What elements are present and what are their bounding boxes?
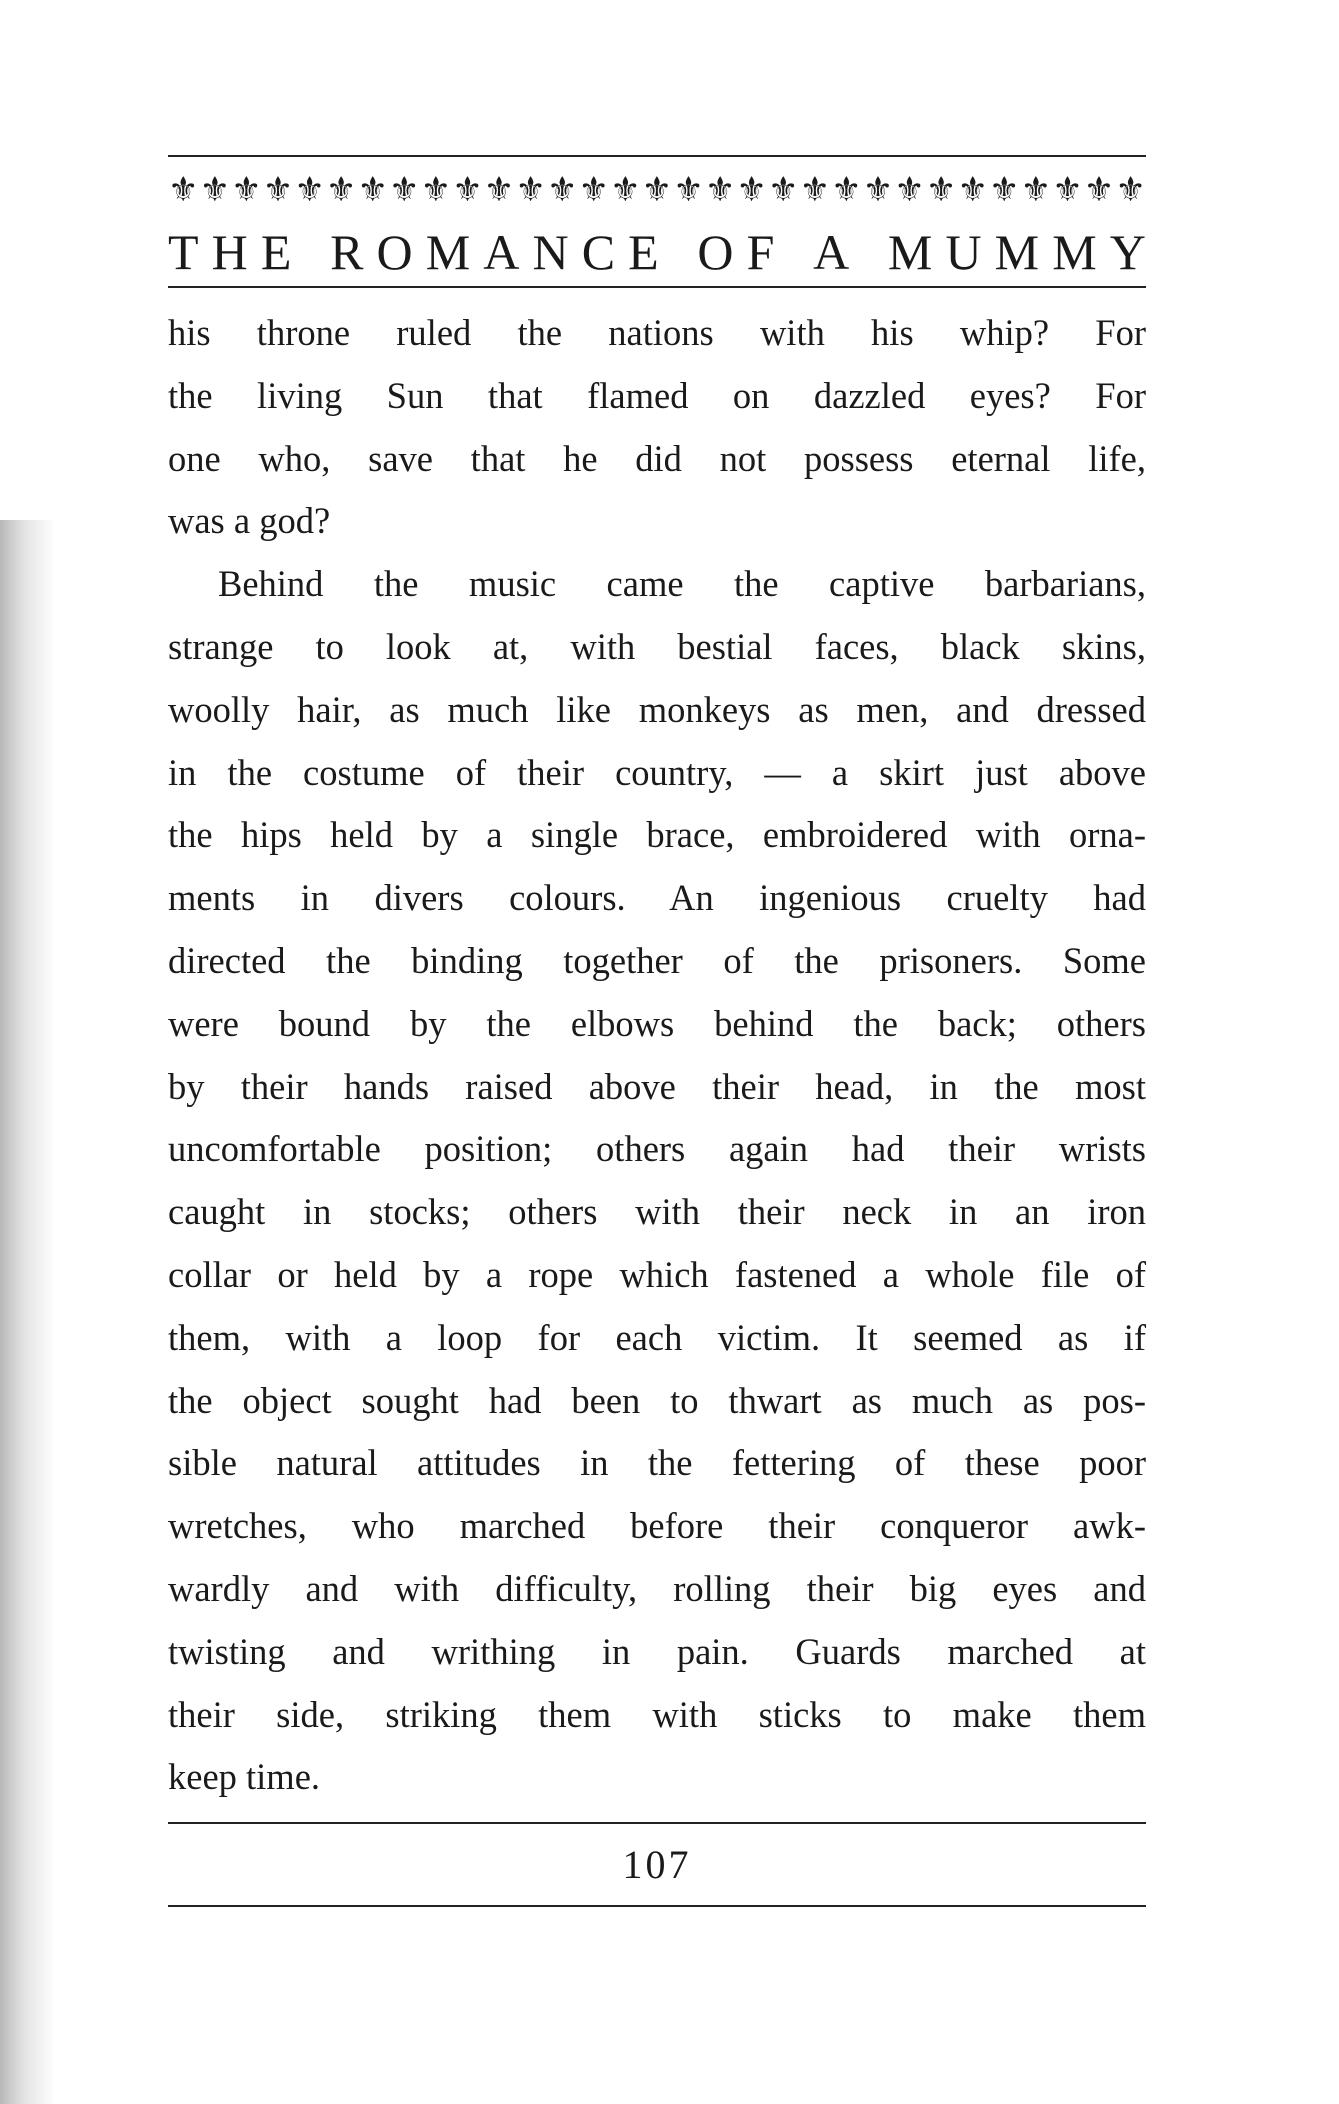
fleur-de-lis-icon: ⚜ xyxy=(231,170,262,210)
text-line: by their hands raised above their head, in the most xyxy=(168,1065,1146,1107)
fleur-de-lis-icon: ⚜ xyxy=(515,170,546,210)
running-head-letter: R xyxy=(330,224,364,280)
fleur-de-lis-icon: ⚜ xyxy=(862,170,894,210)
fleur-de-lis-icon: ⚜ xyxy=(389,170,420,210)
fleur-de-lis-icon: ⚜ xyxy=(199,170,231,210)
running-head-letter: E xyxy=(628,224,659,280)
text-line: collar or held by a rope which fastened a whole file of xyxy=(168,1253,1146,1295)
fleur-de-lis-icon: ⚜ xyxy=(610,170,641,210)
running-head-letter: O xyxy=(376,224,413,280)
text-line: their side, striking them with sticks to make them xyxy=(168,1693,1146,1735)
running-head-letter: T xyxy=(168,224,199,280)
running-head-letter: M xyxy=(425,224,471,280)
text-line: Behind the music came the captive barbarians, xyxy=(218,563,1146,605)
fleur-de-lis-icon: ⚜ xyxy=(1020,170,1052,210)
running-head-letter: A xyxy=(813,224,850,280)
running-head-space xyxy=(862,222,875,282)
text-line: sible natural attitudes in the fettering of these poor xyxy=(168,1442,1146,1484)
fleur-de-lis-icon: ⚜ xyxy=(767,170,799,210)
text-line: uncomfortable position; others again had their wrists xyxy=(168,1128,1146,1170)
text-line: in the costume of their country, — a skirt just above xyxy=(168,751,1146,793)
fleur-de-lis-icon: ⚜ xyxy=(294,170,325,210)
fleur-de-lis-icon: ⚜ xyxy=(989,170,1020,210)
fleur-de-lis-icon: ⚜ xyxy=(483,170,515,210)
body-text xyxy=(168,302,1146,1809)
fleur-de-lis-icon: ⚜ xyxy=(831,170,862,210)
text-line: his throne ruled the nations with his whip? For xyxy=(168,312,1146,353)
running-head-space xyxy=(672,222,685,282)
running-head-space xyxy=(304,222,317,282)
top-rule xyxy=(168,155,1146,157)
fleur-de-lis-icon: ⚜ xyxy=(1083,170,1115,210)
text-line: was a god? xyxy=(168,500,331,542)
running-head xyxy=(168,222,1146,282)
text-line: wretches, who marched before their conqueror awk- xyxy=(168,1505,1146,1547)
text-line: them, with a loop for each victim. It seemed as if xyxy=(168,1316,1146,1358)
fleur-de-lis-icon: ⚜ xyxy=(1052,170,1083,210)
text-line: the hips held by a single brace, embroidered with orna- xyxy=(168,814,1146,856)
fleur-de-lis-icon: ⚜ xyxy=(641,170,673,210)
fleur-de-lis-icon: ⚜ xyxy=(894,170,925,210)
running-head-letter: N xyxy=(532,224,569,280)
fleur-de-lis-icon: ⚜ xyxy=(957,170,988,210)
fleur-de-lis-icon: ⚜ xyxy=(420,170,452,210)
text-line: woolly hair, as much like monkeys as men, and dressed xyxy=(168,688,1146,730)
text-line: ments in divers colours. An ingenious cruelty had xyxy=(168,877,1146,919)
running-head-letter: C xyxy=(581,224,616,280)
header-rule xyxy=(168,286,1146,288)
text-line: twisting and writhing in pain. Guards marched at xyxy=(168,1630,1146,1672)
text-line: the living Sun that flamed on dazzled eyes? For xyxy=(168,374,1146,416)
fleur-de-lis-icon: ⚜ xyxy=(168,170,199,210)
fleur-de-lis-icon: ⚜ xyxy=(357,170,388,210)
running-head-letter: F xyxy=(746,224,775,280)
fleur-de-lis-icon: ⚜ xyxy=(799,170,831,210)
page-gutter-shadow xyxy=(0,520,55,2104)
running-head-letter: Y xyxy=(1109,224,1146,280)
text-line: wardly and with difficulty, rolling their big eyes and xyxy=(168,1567,1146,1609)
text-line: one who, save that he did not possess eternal life, xyxy=(168,437,1146,479)
fleur-de-lis-icon: ⚜ xyxy=(925,170,957,210)
fleur-de-lis-icon: ⚜ xyxy=(736,170,767,210)
page-number: 107 xyxy=(622,1842,692,1887)
fleur-de-lis-ornament-band xyxy=(168,168,1146,212)
text-line: strange to look at, with bestial faces, black skins, xyxy=(168,625,1146,667)
fleur-de-lis-icon: ⚜ xyxy=(325,170,357,210)
text-line: the object sought had been to thwart as much as pos- xyxy=(168,1379,1146,1421)
text-line: caught in stocks; others with their neck in an iron xyxy=(168,1191,1146,1233)
fleur-de-lis-icon: ⚜ xyxy=(546,170,578,210)
running-head-letter: M xyxy=(1052,224,1097,280)
running-head-space xyxy=(788,222,801,282)
footer-rule-top xyxy=(168,1822,1146,1824)
running-head-letter: A xyxy=(483,224,520,280)
running-head-letter: U xyxy=(945,224,982,280)
fleur-de-lis-icon: ⚜ xyxy=(578,170,609,210)
fleur-de-lis-icon: ⚜ xyxy=(262,170,294,210)
running-head-letter: H xyxy=(211,224,248,280)
text-line: were bound by the elbows behind the back; others xyxy=(168,1002,1146,1044)
text-line: directed the binding together of the prisoners. Some xyxy=(168,939,1146,981)
running-head-letter: M xyxy=(887,224,933,280)
fleur-de-lis-icon: ⚜ xyxy=(673,170,704,210)
fleur-de-lis-icon: ⚜ xyxy=(1115,170,1146,210)
fleur-de-lis-icon: ⚜ xyxy=(704,170,736,210)
footer-rule-bottom xyxy=(168,1905,1146,1907)
running-head-letter: M xyxy=(994,224,1040,280)
running-head-letter: O xyxy=(697,224,734,280)
text-line: keep time. xyxy=(168,1756,321,1798)
running-head-letter: E xyxy=(260,224,292,280)
fleur-de-lis-icon: ⚜ xyxy=(452,170,483,210)
